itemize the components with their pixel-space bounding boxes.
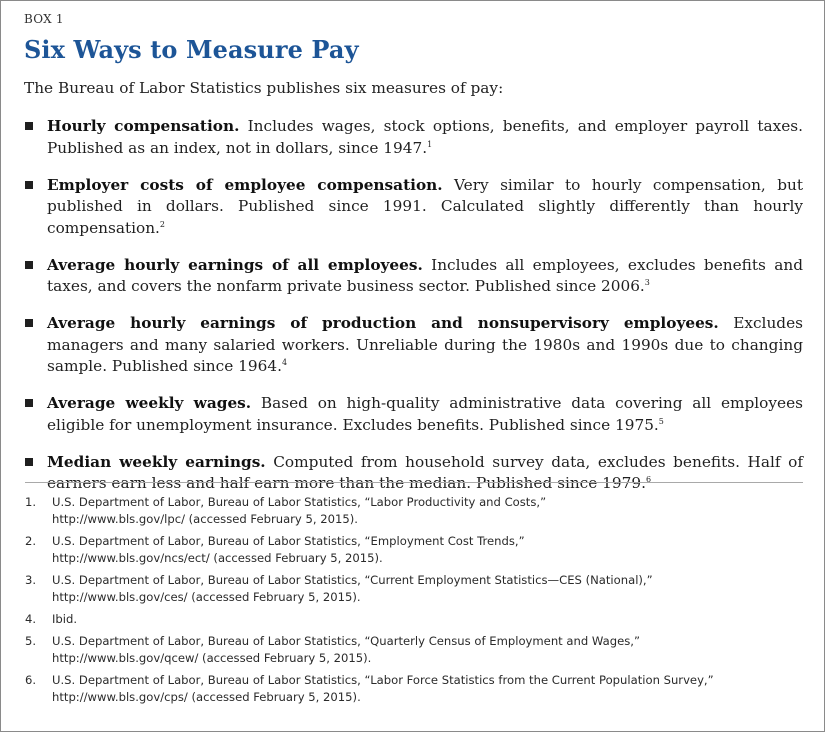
footnote-url: http://www.bls.gov/cps/ (accessed February 5, 2015).	[52, 690, 361, 704]
square-bullet-icon	[25, 319, 33, 327]
measure-title: Average hourly earnings of all employees.	[47, 255, 423, 274]
footnote-number: 3.	[25, 573, 37, 587]
box-label: BOX 1	[24, 12, 64, 26]
footnote-citation: U.S. Department of Labor, Bureau of Labor Statistics, “Employment Cost Trends,”	[52, 534, 525, 548]
measure-item-avg-hourly-all	[25, 255, 803, 298]
footnote-url: http://www.bls.gov/lpc/ (accessed February 5, 2015).	[52, 512, 358, 526]
footnote-number: 6.	[25, 673, 37, 687]
footnote-ref: 2	[159, 219, 166, 229]
square-bullet-icon	[25, 458, 33, 466]
footnote-item	[25, 572, 803, 606]
footnote-number: 2.	[25, 534, 37, 548]
footnote-number: 1.	[25, 495, 37, 509]
footnote-item	[25, 533, 803, 567]
square-bullet-icon	[25, 181, 33, 189]
footnote-citation: U.S. Department of Labor, Bureau of Labor Statistics, “Labor Force Statistics from the Current Population Survey,”	[52, 673, 714, 687]
footnote-item	[25, 633, 803, 667]
box-title: Six Ways to Measure Pay	[24, 35, 359, 64]
measure-item-median-weekly	[25, 452, 803, 495]
square-bullet-icon	[25, 399, 33, 407]
measure-title: Hourly compensation.	[47, 117, 240, 135]
footnotes-list	[25, 494, 803, 711]
footnote-ref: 3	[644, 278, 650, 287]
measure-description: Includes all employees, excludes benefits and taxes, and covers the nonfarm private business sector. Published since 2006.	[47, 255, 803, 295]
measure-title: Employer costs of employee compensation.	[47, 175, 443, 194]
footnote-ref: 5	[658, 416, 664, 426]
footnote-url: http://www.bls.gov/qcew/ (accessed February 5, 2015).	[52, 651, 372, 665]
measure-item-avg-weekly-wages	[25, 393, 803, 436]
square-bullet-icon	[25, 122, 33, 130]
measure-item-avg-hourly-production	[25, 313, 803, 378]
footnote-ref: 6	[645, 475, 652, 484]
footnote-divider	[25, 482, 803, 483]
measure-item-employer-costs	[25, 175, 803, 240]
measures-list	[25, 116, 803, 510]
footnote-citation: U.S. Department of Labor, Bureau of Labor Statistics, “Current Employment Statistics—CES (National),”	[52, 573, 653, 587]
square-bullet-icon	[25, 261, 33, 269]
measure-title: Average hourly earnings of production and nonsupervisory employees.	[47, 314, 719, 332]
measure-title: Median weekly earnings.	[47, 452, 266, 471]
footnote-ref: 4	[281, 358, 288, 367]
footnote-item	[25, 494, 803, 528]
footnote-number: 4.	[25, 612, 37, 626]
footnote-citation: Ibid.	[52, 612, 78, 626]
footnote-url: http://www.bls.gov/ncs/ect/ (accessed February 5, 2015).	[52, 551, 383, 565]
intro-text: The Bureau of Labor Statistics publishes six measures of pay:	[24, 79, 504, 97]
footnote-citation: U.S. Department of Labor, Bureau of Labor Statistics, “Quarterly Census of Employment and Wages,”	[52, 634, 640, 648]
footnote-citation: U.S. Department of Labor, Bureau of Labor Statistics, “Labor Productivity and Costs,”	[52, 495, 547, 509]
footnote-item	[25, 672, 803, 706]
measure-description: Very similar to hourly compensation, but published in dollars. Published since 1991. Calculated slightly differently than hourly compensation.	[47, 175, 803, 237]
measure-description: Excludes managers and many salaried workers. Unreliable during the 1980s and 1990s due to changing sample. Published since 1964.	[47, 314, 803, 375]
measure-item-hourly-compensation	[25, 116, 803, 159]
measure-title: Average weekly wages.	[47, 394, 252, 412]
measure-description: Based on high-quality administrative data covering all employees eligible for unemployment insurance. Excludes benefits. Published since 1975.	[47, 394, 803, 434]
footnote-ref: 1	[427, 139, 433, 149]
measure-description: Includes wages, stock options, benefits, and employer payroll taxes. Published as an index, not in dollars, since 1947.	[47, 117, 803, 157]
footnote-url: http://www.bls.gov/ces/ (accessed February 5, 2015).	[52, 590, 361, 604]
measure-description: Computed from household survey data, excludes benefits. Half of earners earn less and half earn more than the median. Published since 1979.	[47, 452, 804, 492]
footnote-number: 5.	[25, 634, 37, 648]
footnote-item	[25, 611, 803, 628]
